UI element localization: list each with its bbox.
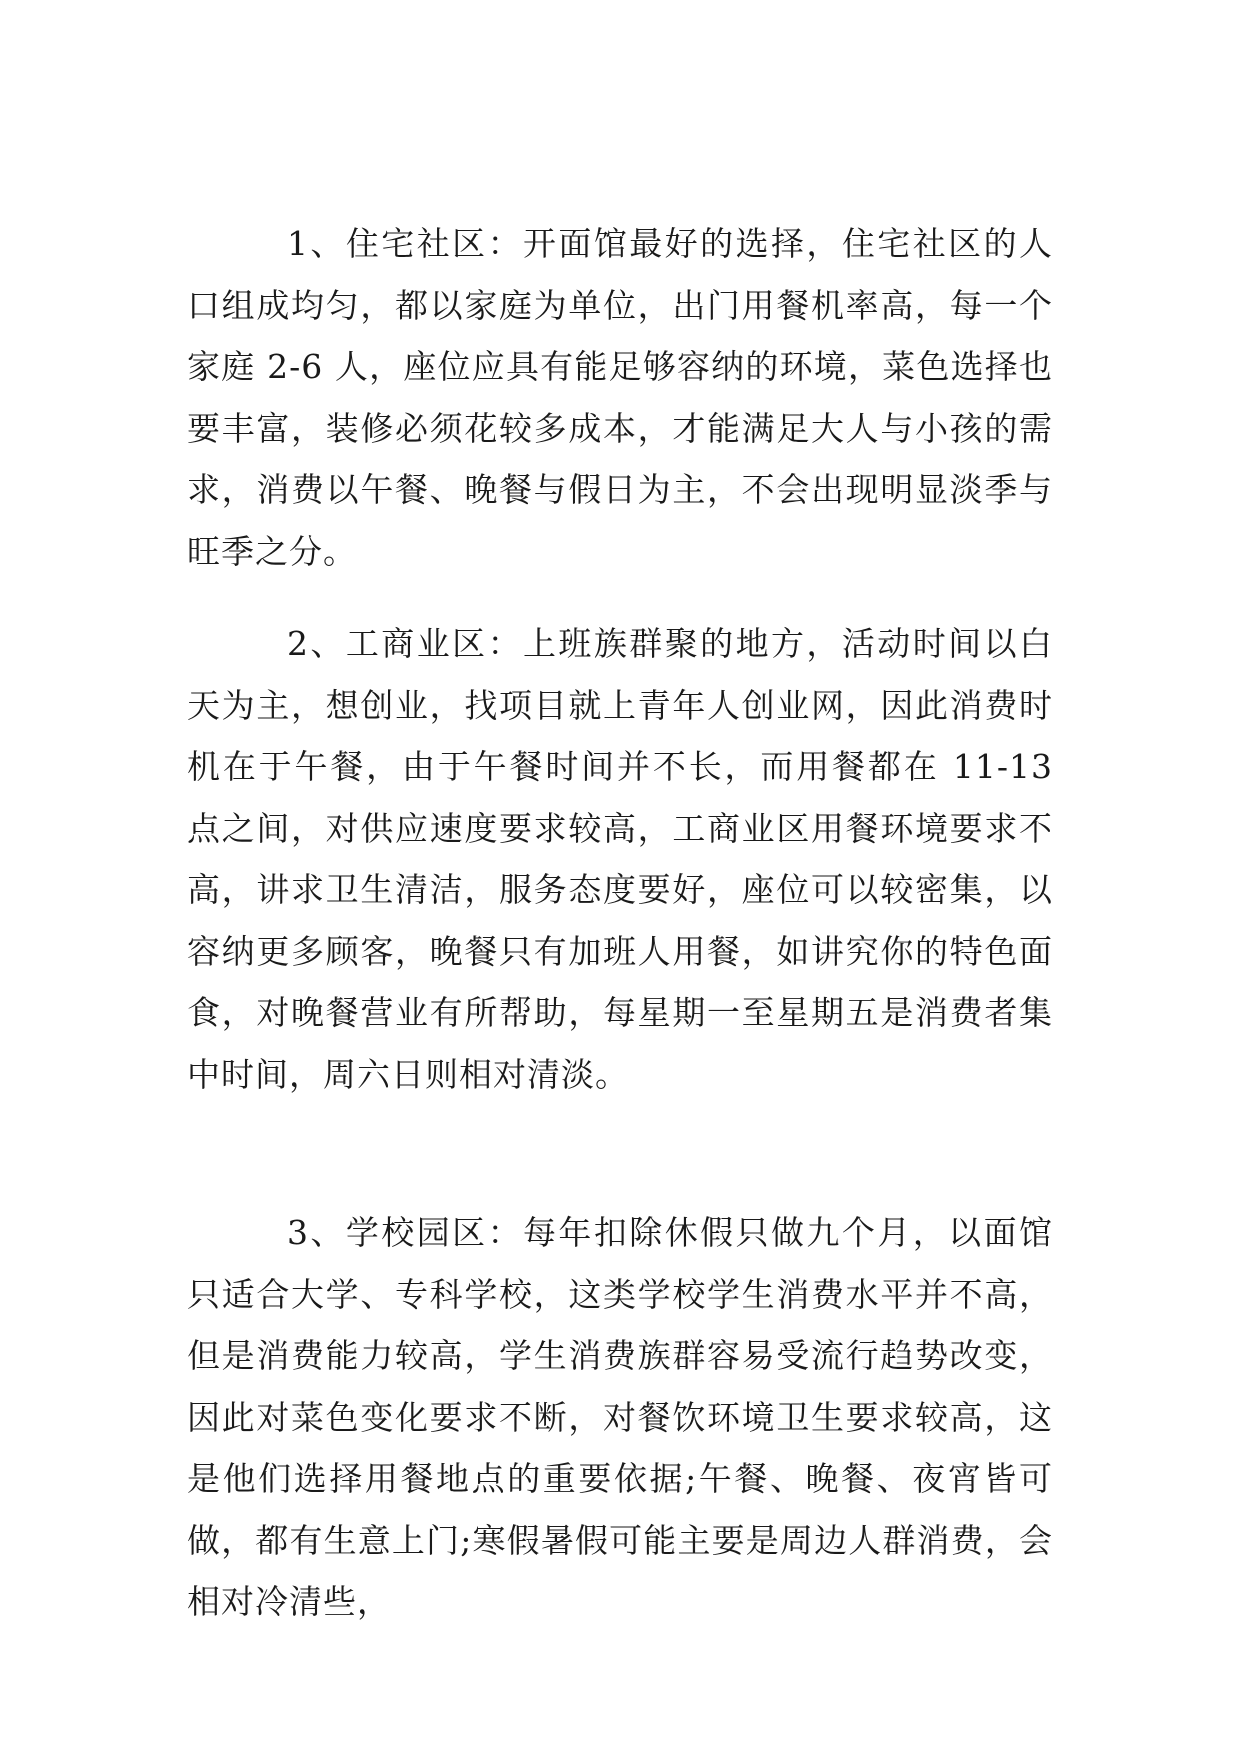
paragraph-commercial: 2、工商业区：上班族群聚的地方，活动时间以白天为主，想创业，找项目就上青年人创业网，因此消费时机在于午餐，由于午餐时间并不长，而用餐都在 11-13 点之间，对供应速度要求较高，工商业区用餐环境要求不高，讲求卫生清洁，服务态度要好，座位可以较密集，以容纳更多顾客，晚餐只有加班人用餐，如讲究你的特色面食，对晚餐营业有所帮助，每星期一至星期五是消费者集中时间，周六日则相对清淡。 xyxy=(187,624,1053,1094)
paragraph-residential: 1、住宅社区：开面馆最好的选择，住宅社区的人口组成均匀，都以家庭为单位，出门用餐机率高，每一个家庭 2-6 人，座位应具有能足够容纳的环境，菜色选择也要丰富，装修必须花较多成本，才能满足大人与小孩的需求，消费以午餐、晚餐与假日为主，不会出现明显淡季与旺季之分。 xyxy=(187,224,1053,571)
paragraph-school: 3、学校园区：每年扣除休假只做九个月，以面馆只适合大学、专科学校，这类学校学生消费水平并不高，但是消费能力较高，学生消费族群容易受流行趋势改变，因此对菜色变化要求不断，对餐饮环境卫生要求较高，这是他们选择用餐地点的重要依据;午餐、晚餐、夜宵皆可做，都有生意上门;寒假暑假可能主要是周边人群消费，会相对冷清些， xyxy=(187,1213,1053,1621)
